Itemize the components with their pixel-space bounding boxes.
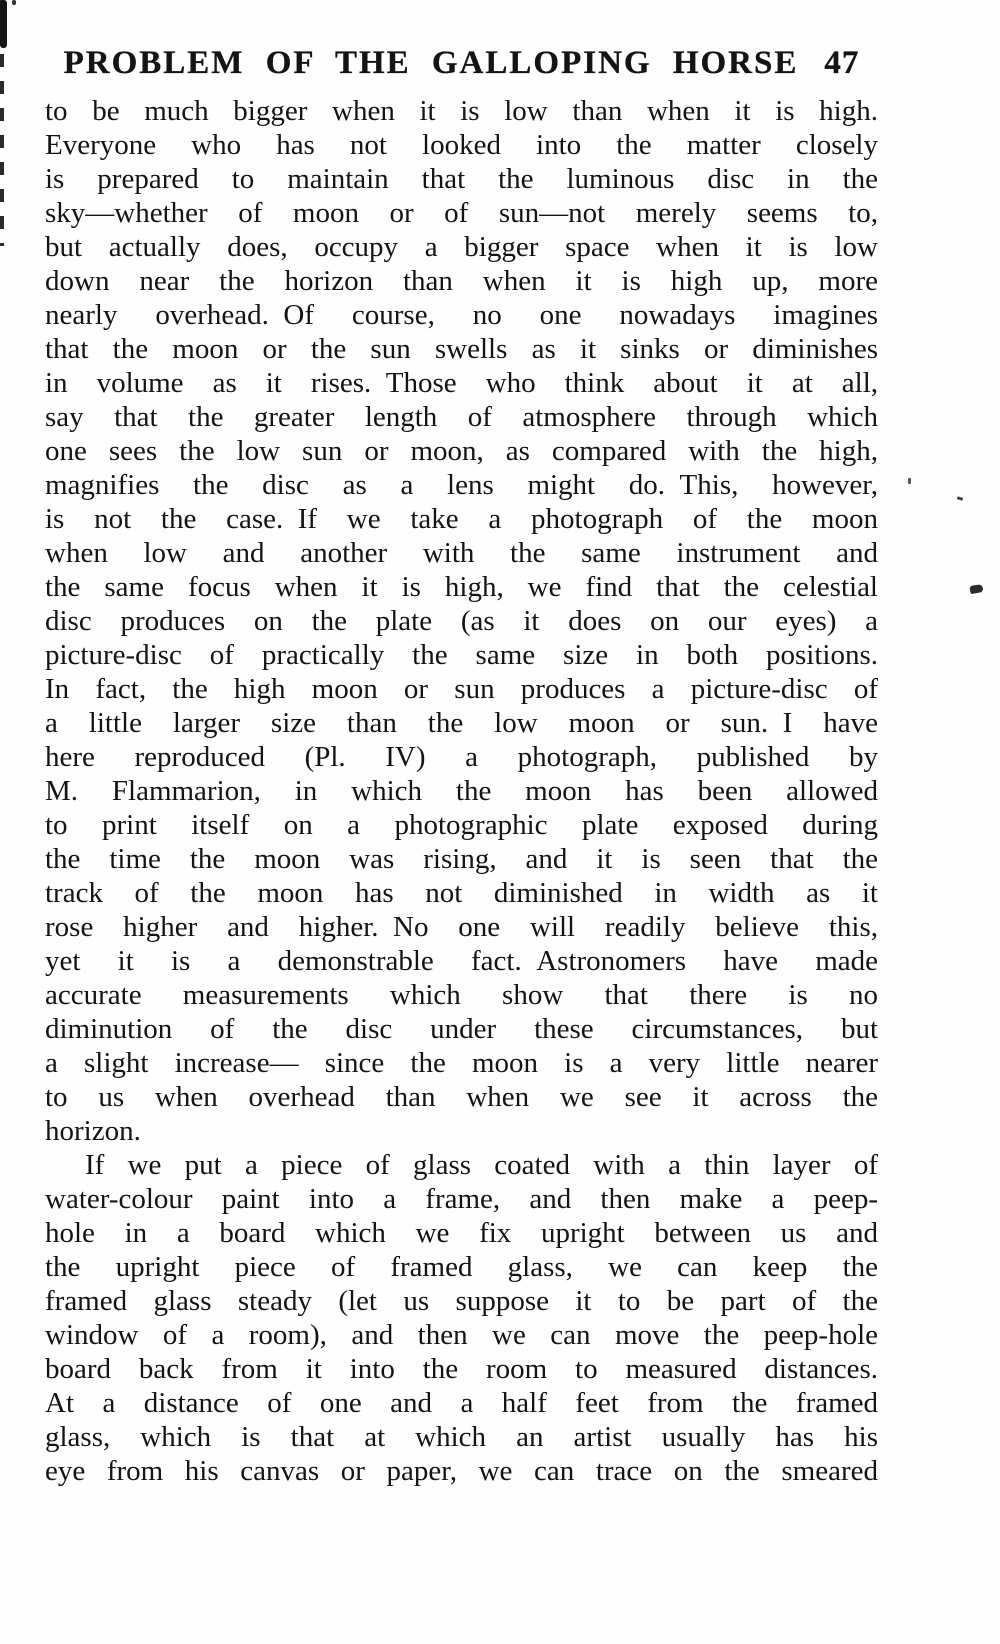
- text-line: accurate measurements which show that there is no: [45, 979, 878, 1011]
- text-line: to print itself on a photographic plate exposed during: [45, 809, 878, 841]
- text-line: the upright piece of framed glass, we can keep the: [45, 1251, 878, 1283]
- scan-artifact: [957, 496, 964, 500]
- text-line: one sees the low sun or moon, as compared with the high,: [45, 435, 878, 467]
- text-line: board back from it into the room to measured distances.: [45, 1353, 878, 1385]
- text-line: to be much bigger when it is low than when it is high.: [45, 95, 878, 127]
- scan-artifact: [12, 0, 16, 5]
- text-line: disc produces on the plate (as it does on our eyes) a: [45, 605, 878, 637]
- text-column: [45, 44, 878, 1488]
- text-line: Everyone who has not looked into the matter closely: [45, 129, 878, 161]
- text-line: to us when overhead than when we see it across the: [45, 1081, 878, 1113]
- text-line: a slight increase— since the moon is a very little nearer: [45, 1047, 878, 1079]
- body-text: [45, 94, 878, 1488]
- page-number: 47: [824, 45, 860, 81]
- text-line: here reproduced (Pl. IV) a photograph, published by: [45, 741, 878, 773]
- text-line: picture-disc of practically the same size in both positions.: [45, 639, 878, 671]
- text-line: a little larger size than the low moon or sun. I have: [45, 707, 878, 739]
- text-line: window of a room), and then we can move the peep-hole: [45, 1319, 878, 1351]
- text-line: glass, which is that at which an artist usually has his: [45, 1421, 878, 1453]
- running-header: [45, 44, 878, 82]
- text-line: In fact, the high moon or sun produces a picture-disc of: [45, 673, 878, 705]
- text-line: If we put a piece of glass coated with a thin layer of: [85, 1149, 878, 1181]
- text-line: At a distance of one and a half feet from the framed: [45, 1387, 878, 1419]
- text-line: in volume as it rises. Those who think about it at all,: [45, 367, 878, 399]
- scan-artifact: [0, 0, 7, 48]
- text-line: framed glass steady (let us suppose it to be part of the: [45, 1285, 878, 1317]
- text-line: down near the horizon than when it is high up, more: [45, 265, 878, 297]
- scan-artifact: [969, 584, 983, 594]
- text-line: nearly overhead. Of course, no one nowadays imagines: [45, 299, 878, 331]
- text-line: is prepared to maintain that the luminous disc in the: [45, 163, 878, 195]
- paragraph: [45, 94, 878, 1148]
- scan-artifact: [908, 478, 911, 484]
- text-line: is not the case. If we take a photograph of the moon: [45, 503, 878, 535]
- chapter-title: PROBLEM OF THE GALLOPING HORSE: [63, 45, 799, 81]
- text-line: when low and another with the same instrument and: [45, 537, 878, 569]
- text-line: yet it is a demonstrable fact. Astronomers have made: [45, 945, 878, 977]
- text-line: sky—whether of moon or of sun—not merely seems to,: [45, 197, 878, 229]
- text-line: the same focus when it is high, we find that the celestial: [45, 571, 878, 603]
- text-line: horizon.: [45, 1115, 141, 1147]
- text-line: track of the moon has not diminished in width as it: [45, 877, 878, 909]
- text-line: M. Flammarion, in which the moon has been allowed: [45, 775, 878, 807]
- text-line: magnifies the disc as a lens might do. This, however,: [45, 469, 878, 501]
- paragraph: [45, 1148, 878, 1488]
- text-line: say that the greater length of atmosphere through which: [45, 401, 878, 433]
- text-line: but actually does, occupy a bigger space when it is low: [45, 231, 878, 263]
- text-line: that the moon or the sun swells as it sinks or diminishes: [45, 333, 878, 365]
- text-line: eye from his canvas or paper, we can trace on the smeared: [45, 1455, 878, 1487]
- text-line: rose higher and higher. No one will readily believe this,: [45, 911, 878, 943]
- text-line: diminution of the disc under these circumstances, but: [45, 1013, 878, 1045]
- text-line: water-colour paint into a frame, and then make a peep-: [45, 1183, 878, 1215]
- text-line: the time the moon was rising, and it is seen that the: [45, 843, 878, 875]
- text-line: hole in a board which we fix upright between us and: [45, 1217, 878, 1249]
